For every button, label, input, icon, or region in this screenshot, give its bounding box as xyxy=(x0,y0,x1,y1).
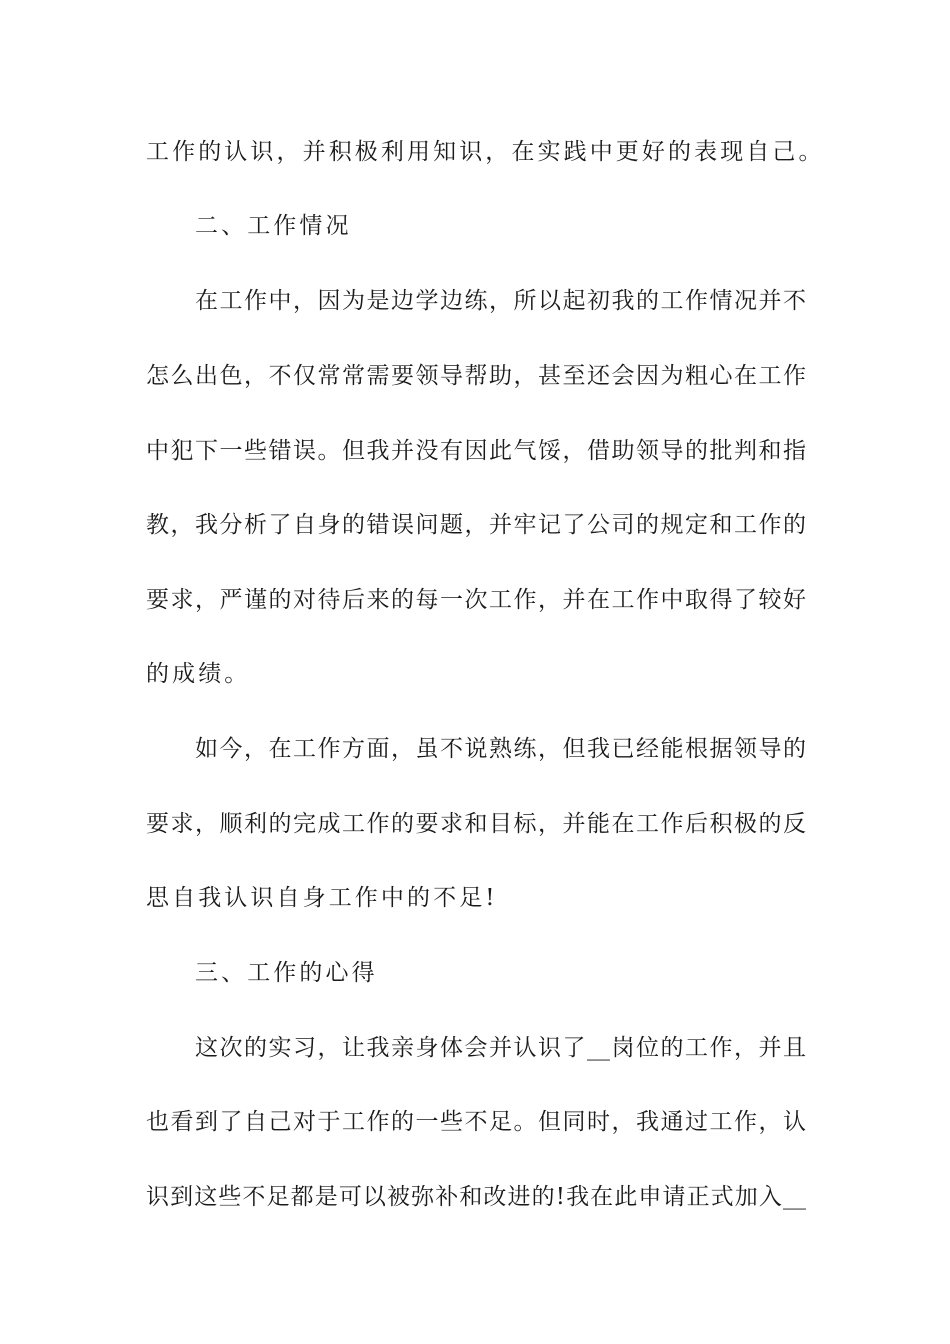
section-heading-work-insights: 三、工作的心得 xyxy=(195,960,378,986)
paragraph-line-13: 这次的实习，让我亲身体会并认识了__岗位的工作，并且 xyxy=(195,1035,806,1061)
paragraph-line-10: 要求，顺利的完成工作的要求和目标，并能在工作后积极的反 xyxy=(146,811,806,837)
paragraph-line-6: 教，我分析了自身的错误问题，并牢记了公司的规定和工作的 xyxy=(146,512,806,538)
paragraph-line-11: 思自我认识自身工作中的不足! xyxy=(146,885,498,911)
paragraph-line-8: 的成绩。 xyxy=(146,661,251,687)
paragraph-line-14: 也看到了自己对于工作的一些不足。但同时，我通过工作，认 xyxy=(146,1109,806,1135)
paragraph-line-4: 怎么出色，不仅常常需要领导帮助，甚至还会因为粗心在工作 xyxy=(146,363,806,389)
section-heading-work-situation: 二、工作情况 xyxy=(195,213,352,239)
paragraph-line-7: 要求，严谨的对待后来的每一次工作，并在工作中取得了较好 xyxy=(146,587,806,613)
paragraph-line-5: 中犯下一些错误。但我并没有因此气馁，借助领导的批判和指 xyxy=(146,438,806,464)
paragraph-line-15: 识到这些不足都是可以被弥补和改进的!我在此申请正式加入__ xyxy=(146,1184,806,1210)
paragraph-line-9: 如今，在工作方面，虽不说熟练，但我已经能根据领导的 xyxy=(195,736,806,762)
paragraph-line-3: 在工作中，因为是边学边练，所以起初我的工作情况并不 xyxy=(195,288,806,314)
paragraph-line-1: 工作的认识，并积极利用知识，在实践中更好的表现自己。 xyxy=(146,139,825,165)
